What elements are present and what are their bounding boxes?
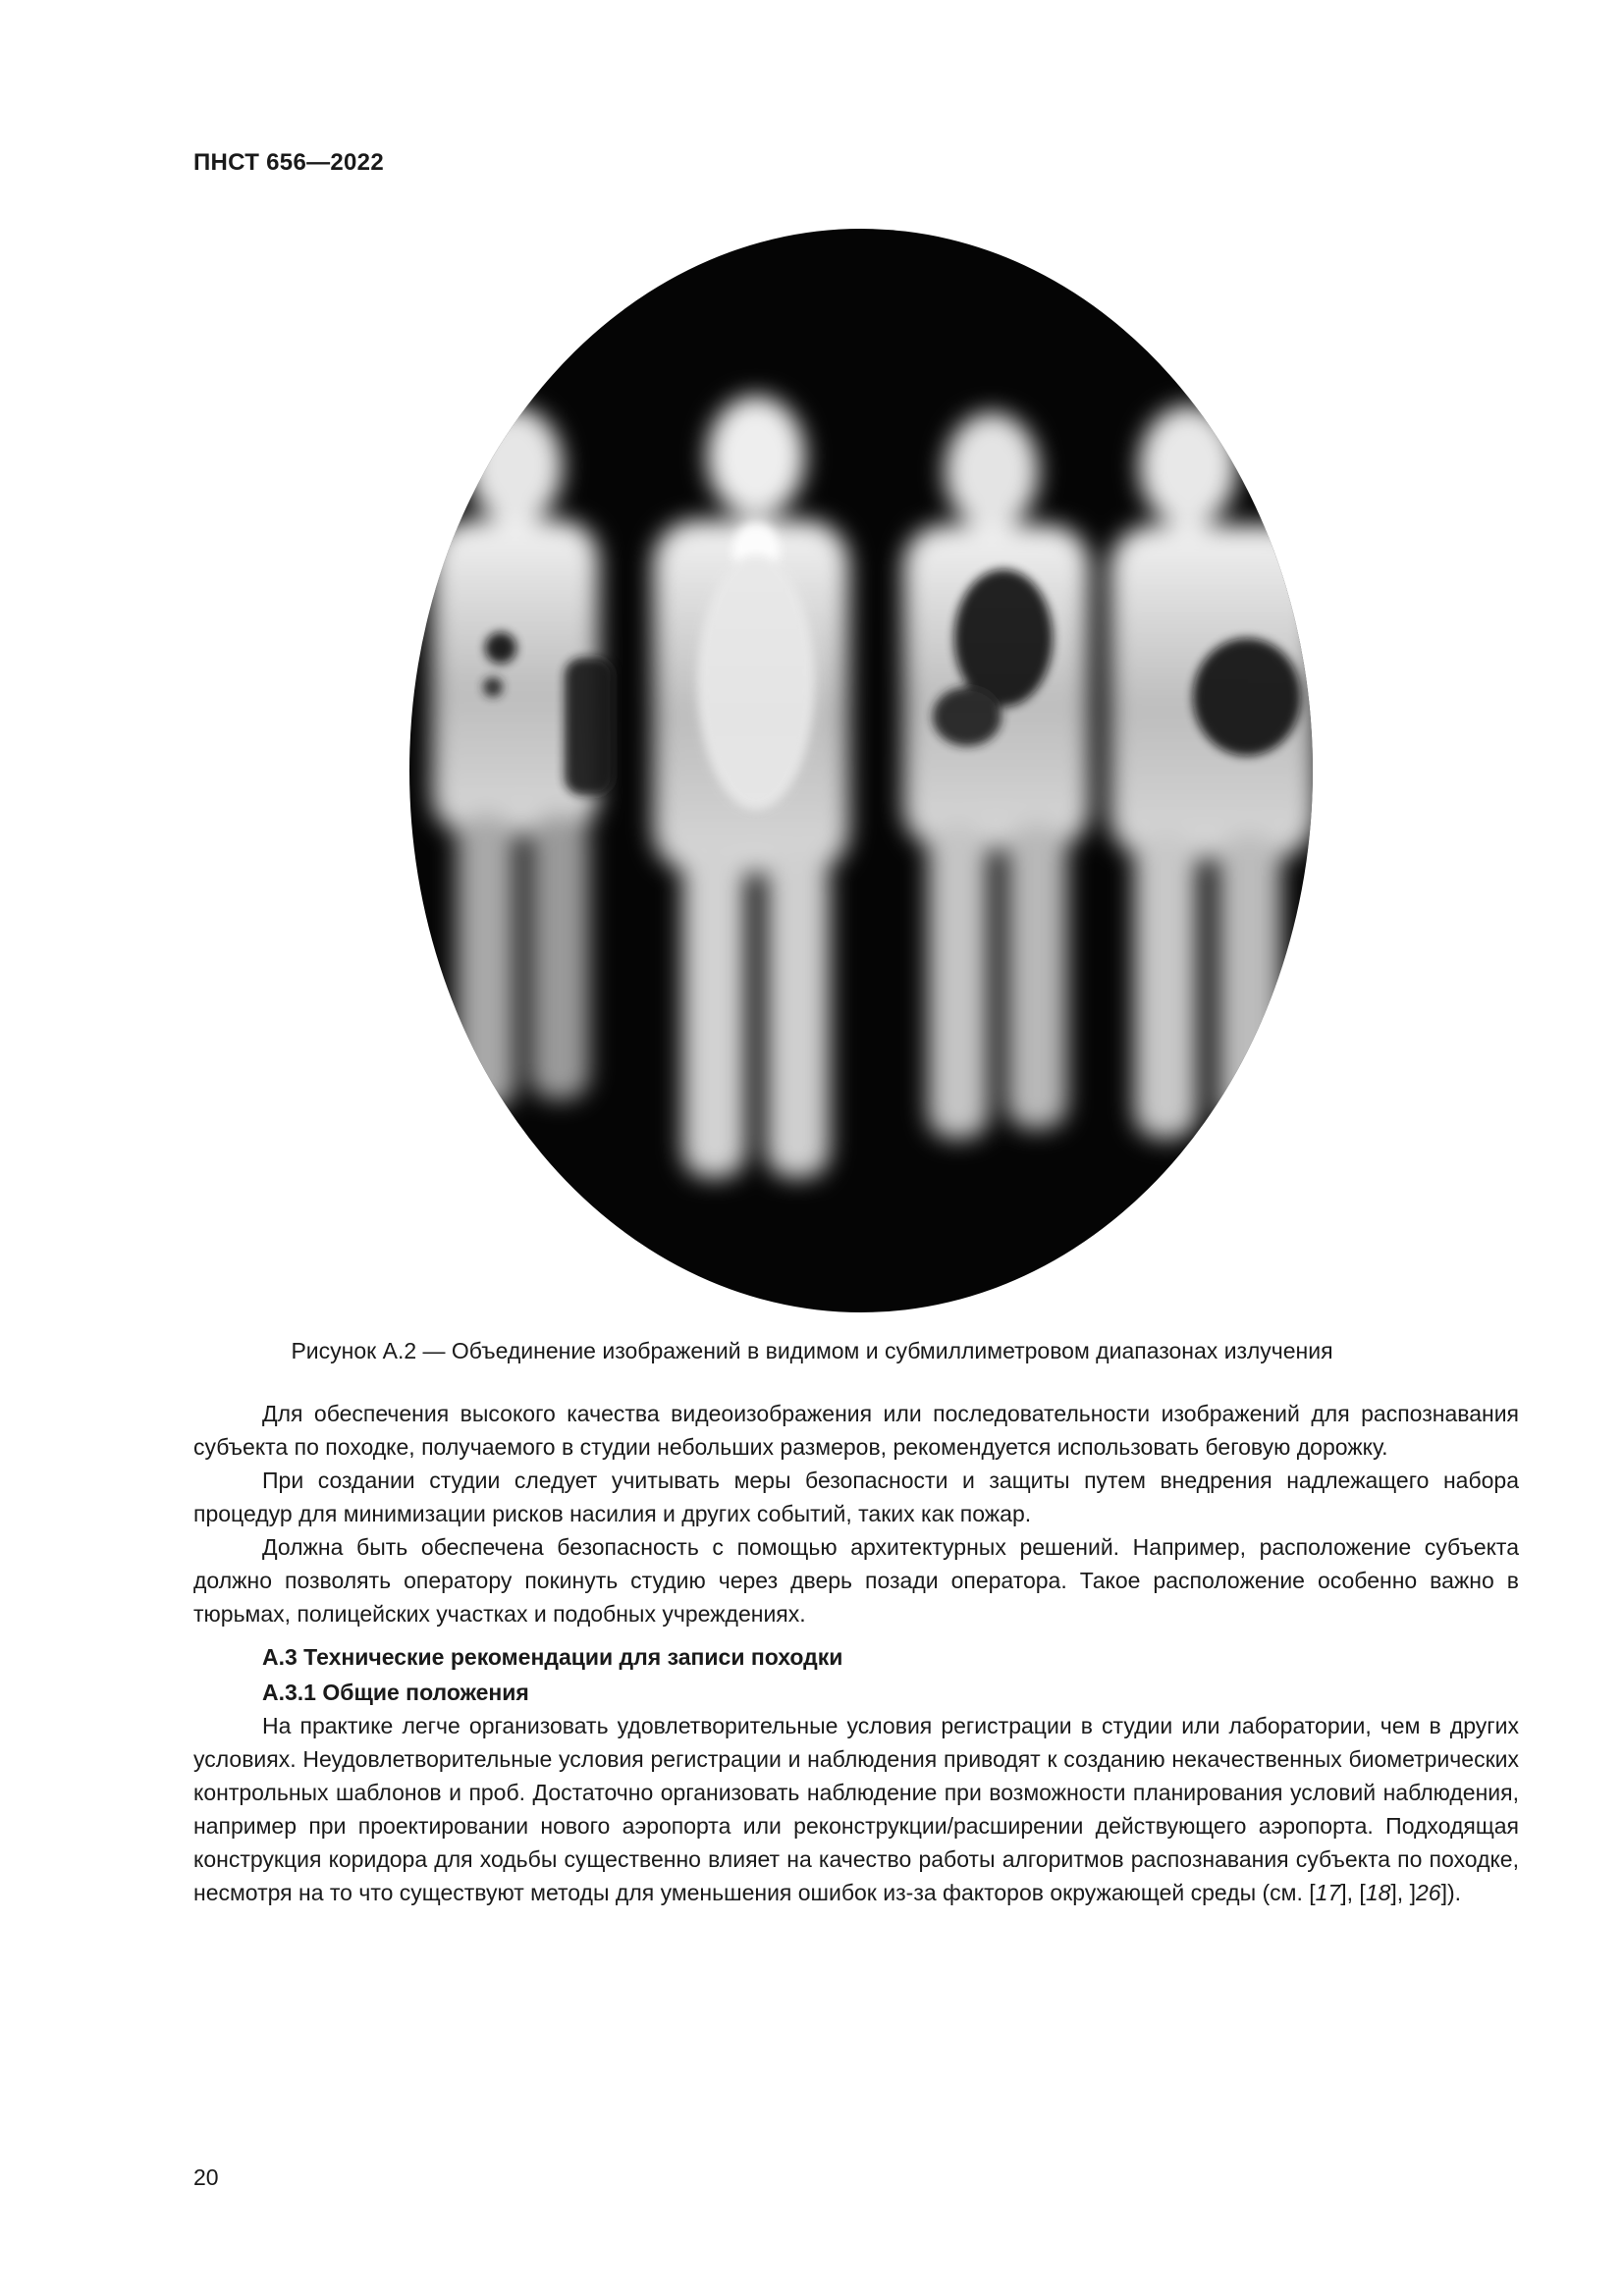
body-text (193, 1397, 1519, 1909)
paragraph: При создании студии следует учитывать меры безопасности и защиты путем внедрения надлежащего набора процедур для минимизации рисков насилия и других событий, таких как пожар. (193, 1468, 1519, 1526)
reference-link[interactable]: 17 (1315, 1880, 1341, 1905)
section-heading: А.3 Технические рекомендации для записи походки (262, 1644, 843, 1670)
paragraph: Для обеспечения высокого качества видеоизображения или последовательности изображений для распознавания субъекта по походке, получаемого в студии небольших размеров, рекомендуется использовать беговую дорожку. (193, 1401, 1519, 1460)
subsection-heading: А.3.1 Общие положения (262, 1680, 529, 1705)
reference-link[interactable]: 18 (1365, 1880, 1391, 1905)
reference-link[interactable]: 26 (1415, 1880, 1441, 1905)
paragraph (193, 1709, 1519, 1909)
paragraph-tail: ]). (1440, 1880, 1462, 1905)
reference-separator: ], [ (1340, 1880, 1366, 1905)
paragraph-text: На практике легче организовать удовлетворительные условия регистрации в студии или лаборатории, чем в других условиях. Неудовлетворительные условия регистрации и наблюдения приводят к созданию некачественных биометрических контрольных шаблонов и проб. Достаточно организовать наблюдение при возможности планирования условий наблюдения, например при проектировании нового аэропорта или реконструкции/расширении действующего аэропорта. Подходящая конструкция коридора для ходьбы существенно влияет на качество работы алгоритмов распознавания субъекта по походке, несмотря на то что существуют методы для уменьшения ошибок из-за факторов окружающей среды (см. [ (193, 1713, 1519, 1905)
thermal-image-figure (403, 226, 1321, 1315)
page-number: 20 (193, 2164, 219, 2190)
thermal-image (403, 226, 1321, 1315)
document-code: ПНСТ 656—2022 (193, 149, 384, 176)
paragraph: Должна быть обеспечена безопасность с помощью архитектурных решений. Например, расположение субъекта должно позволять оператору покинуть студию через дверь позади оператора. Такое расположение особенно важно в тюрьмах, полицейских участках и подобных учреждениях. (193, 1534, 1519, 1627)
reference-separator: ], ] (1390, 1880, 1416, 1905)
figure-caption: Рисунок А.2 — Объединение изображений в видимом и субмиллиметровом диапазонах излучения (291, 1338, 1333, 1363)
